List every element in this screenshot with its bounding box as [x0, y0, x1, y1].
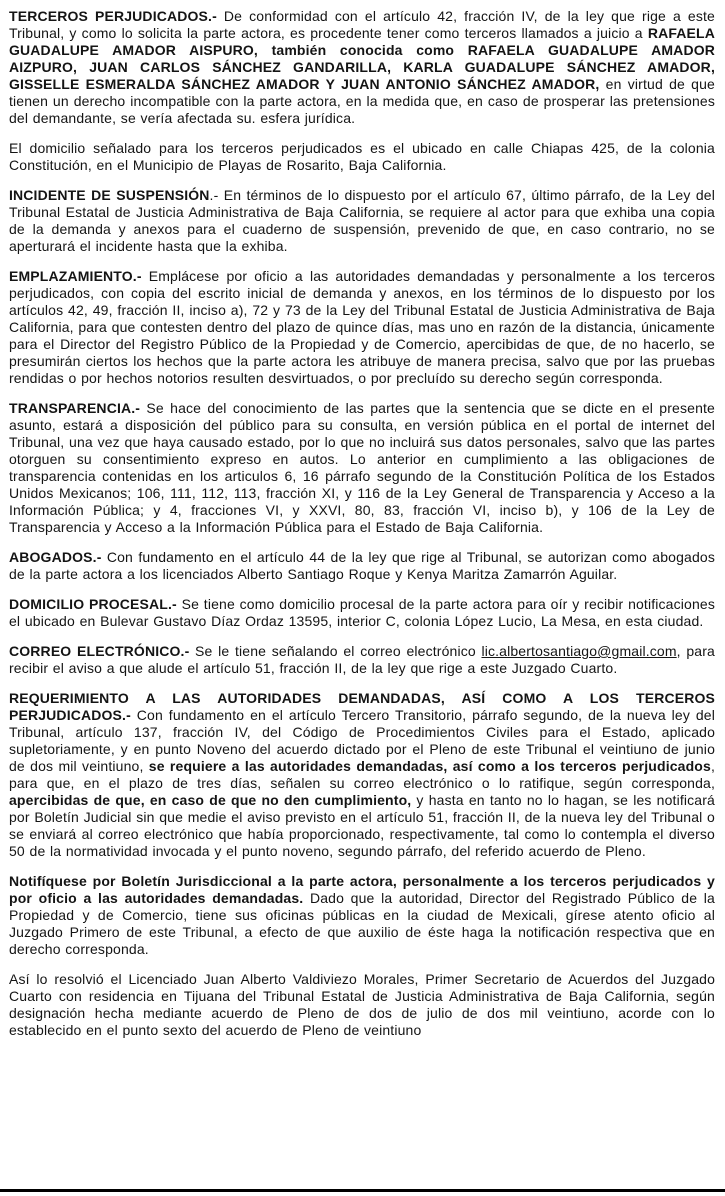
section-heading-emplazamiento: EMPLAZAMIENTO.-: [9, 268, 142, 284]
body-text: en virtud de que tienen un derecho incompatible con la parte actora, en la medida que, en caso de prosperar las pretensiones del demandante, se vería afectada su. esfera jurídica.: [9, 76, 715, 126]
section-heading-correo-electronico: CORREO ELECTRÓNICO.-: [9, 643, 190, 659]
body-text: Se le tiene señalando el correo electrónico: [189, 643, 482, 659]
section-heading-abogados: ABOGADOS.-: [9, 549, 102, 565]
body-text: Así lo resolvió el Licenciado Juan Alberto Valdiviezo Morales, Primer Secretario de Acuerdos del Juzgado Cuarto con residencia en Tijuana del Tribunal Estatal de Justicia Administrativa de Baja California, según designación hecha mediante acuerdo de Pleno de dos de julio de dos mil veintiuno, acorde con lo establecido en el punto sexto del acuerdo de Pleno de veintiuno: [9, 971, 715, 1038]
body-text: El domicilio señalado para los terceros perjudicados es el ubicado en calle Chiapas 425, de la colonia Constitución, en el Municipio de Playas de Rosarito, Baja California.: [9, 140, 715, 173]
paragraph-requerimiento: [9, 690, 715, 860]
section-heading-transparencia: TRANSPARENCIA.-: [9, 400, 141, 416]
paragraph-correo-electronico: [9, 643, 715, 677]
paragraph-incidente-de-suspension: [9, 187, 715, 255]
body-text: Emplácese por oficio a las autoridades demandadas y personalmente a los terceros perjudicados, con copia del escrito inicial de demanda y anexos, en los términos de lo dispuesto por los artículos 42, 49, fracción II, inciso a), 72 y 73 de la Ley del Tribunal Estatal de Justicia Administrativa de Baja California, para que contesten dentro del plazo de quince días, mas uno en razón de la distancia, únicamente para el Director del Registro Público de la Propiedad y de Comercio, apercibidas de que, de no hacerlo, se presumirán ciertos los hechos que la parte actora les atribuye de manera precisa, salvo que por las pruebas rendidas o por hechos notorios resulten desvirtuados, o por precluído su derecho según corresponda.: [9, 268, 715, 386]
emphasis-se-requiere: se requiere a las autoridades demandadas, así como a los terceros perjudicados: [148, 758, 711, 774]
paragraph-domicilio-terceros: [9, 140, 715, 174]
body-text: , para recibir el aviso a que alude el artículo 51, fracción II, de la ley que rige a este Juzgado Cuarto.: [9, 643, 715, 676]
paragraph-transparencia: [9, 400, 715, 536]
body-text: .- En términos de lo dispuesto por el artículo 67, último párrafo, de la Ley del Tribunal Estatal de Justicia Administrativa de Baja California, se requiere al actor para que exhiba una copia de la demanda y anexos para el cuaderno de suspensión, prevenido de que, en caso contrario, no se aperturará el incidente hasta que la exhiba.: [9, 187, 715, 254]
body-text: Con fundamento en el artículo Tercero Transitorio, párrafo segundo, de la nueva ley del Tribunal, artículo 137, fracción IV, del Código de Procedimientos Civiles para el Estado, aplicado supletoriamente, y en punto Noveno del acuerdo dictado por el Pleno de este Tribunal el veintiuno de junio de dos mil veintiuno,: [9, 707, 715, 774]
email-address-text: lic.albertosantiago@gmail.com: [481, 643, 677, 659]
body-text: Se tiene como domicilio procesal de la parte actora para oír y recibir notificaciones el ubicado en Bulevar Gustavo Díaz Ordaz 13595, interior C, colonia López Lucio, La Mesa, en esta ciudad.: [9, 596, 715, 629]
paragraph-asi-lo-resolvio: [9, 971, 715, 1039]
body-text: De conformidad con el artículo 42, fracción IV, de la ley que rige a este Tribunal, y como lo solicita la parte actora, es procedente tener como terceros llamados a juicio a: [9, 8, 715, 41]
body-text: , para que, en el plazo de tres días, señalen su correo electrónico o lo ratifique, según corresponda,: [9, 758, 715, 791]
section-heading-requerimiento: REQUERIMIENTO A LAS AUTORIDADES DEMANDADAS, ASÍ COMO A LOS TERCEROS PERJUDICADOS.-: [9, 690, 715, 723]
paragraph-emplazamiento: [9, 268, 715, 387]
paragraph-domicilio-procesal: [9, 596, 715, 630]
body-text: Con fundamento en el artículo 44 de la ley que rige al Tribunal, se autorizan como abogados de la parte actora a los licenciados Alberto Santiago Roque y Kenya Maritza Zamarrón Aguilar.: [9, 549, 715, 582]
section-heading-terceros-perjudicados: TERCEROS PERJUDICADOS.-: [9, 8, 217, 24]
section-heading-domicilio-procesal: DOMICILIO PROCESAL.-: [9, 596, 177, 612]
body-text: Dado que la autoridad, Director del Registrado Público de la Propiedad y de Comercio, tiene sus oficinas públicas en la ciudad de Mexicali, gírese atento oficio al Juzgado Primero de este Tribunal, a efecto de que auxilio de éste haga la notificación respectiva que en derecho corresponda.: [9, 890, 715, 957]
body-text: Se hace del conocimiento de las partes que la sentencia que se dicte en el presente asunto, estará a disposición del público para su consulta, en versión pública en el portal de internet del Tribunal, una vez que haya causado estado, por lo que no incluirá sus datos personales, salvo que las partes otorguen su consentimiento expreso en autos. Lo anterior en cumplimiento a las obligaciones de transparencia contenidas en los articulos 6, 16 párrafo segundo de la Constitución Política de los Estados Unidos Mexicanos; 106, 111, 112, 113, fracción XI, y 116 de la Ley General de Transparencia y Acceso a la Información Pública; y 4, fracciones VI, y XXVI, 80, 83, fracción VI, inciso b), y 106 de la Ley de Transparencia y Acceso a la Información Pública para el Estado de Baja California.: [9, 400, 715, 535]
emphasis-notifiquese: Notifíquese por Boletín Jurisdiccional a la parte actora, personalmente a los terceros perjudicados y por oficio a las autoridades demandadas.: [9, 873, 715, 906]
emphasis-third-party-names: RAFAELA GUADALUPE AMADOR AISPURO, también conocida como RAFAELA GUADALUPE AMADOR AIZPURO, JUAN CARLOS SÁNCHEZ GANDARILLA, KARLA GUADALUPE SÁNCHEZ AMADOR, GISSELLE ESMERALDA SÁNCHEZ AMADOR Y JUAN ANTONIO SÁNCHEZ AMADOR,: [9, 25, 715, 92]
section-heading-incidente-de-suspension: INCIDENTE DE SUSPENSIÓN: [9, 187, 210, 203]
paragraph-notifiquese: [9, 873, 715, 958]
paragraph-abogados: [9, 549, 715, 583]
emphasis-apercibidas: apercibidas de que, en caso de que no den cumplimiento,: [9, 792, 412, 808]
paragraph-terceros-perjudicados: [9, 8, 715, 127]
page-bottom-border: [0, 1189, 725, 1192]
body-text: y hasta en tanto no lo hagan, se les notificará por Boletín Judicial sin que medie el aviso previsto en el artículo 51, fracción II, de la nueva ley del Tribunal o se enviará al correo electrónico que había proporcionado, respectivamente, tal como lo contempla el diverso 50 de la normatividad invocada y el punto noveno, segundo párrafo, del referido acuerdo de Pleno.: [9, 792, 715, 859]
